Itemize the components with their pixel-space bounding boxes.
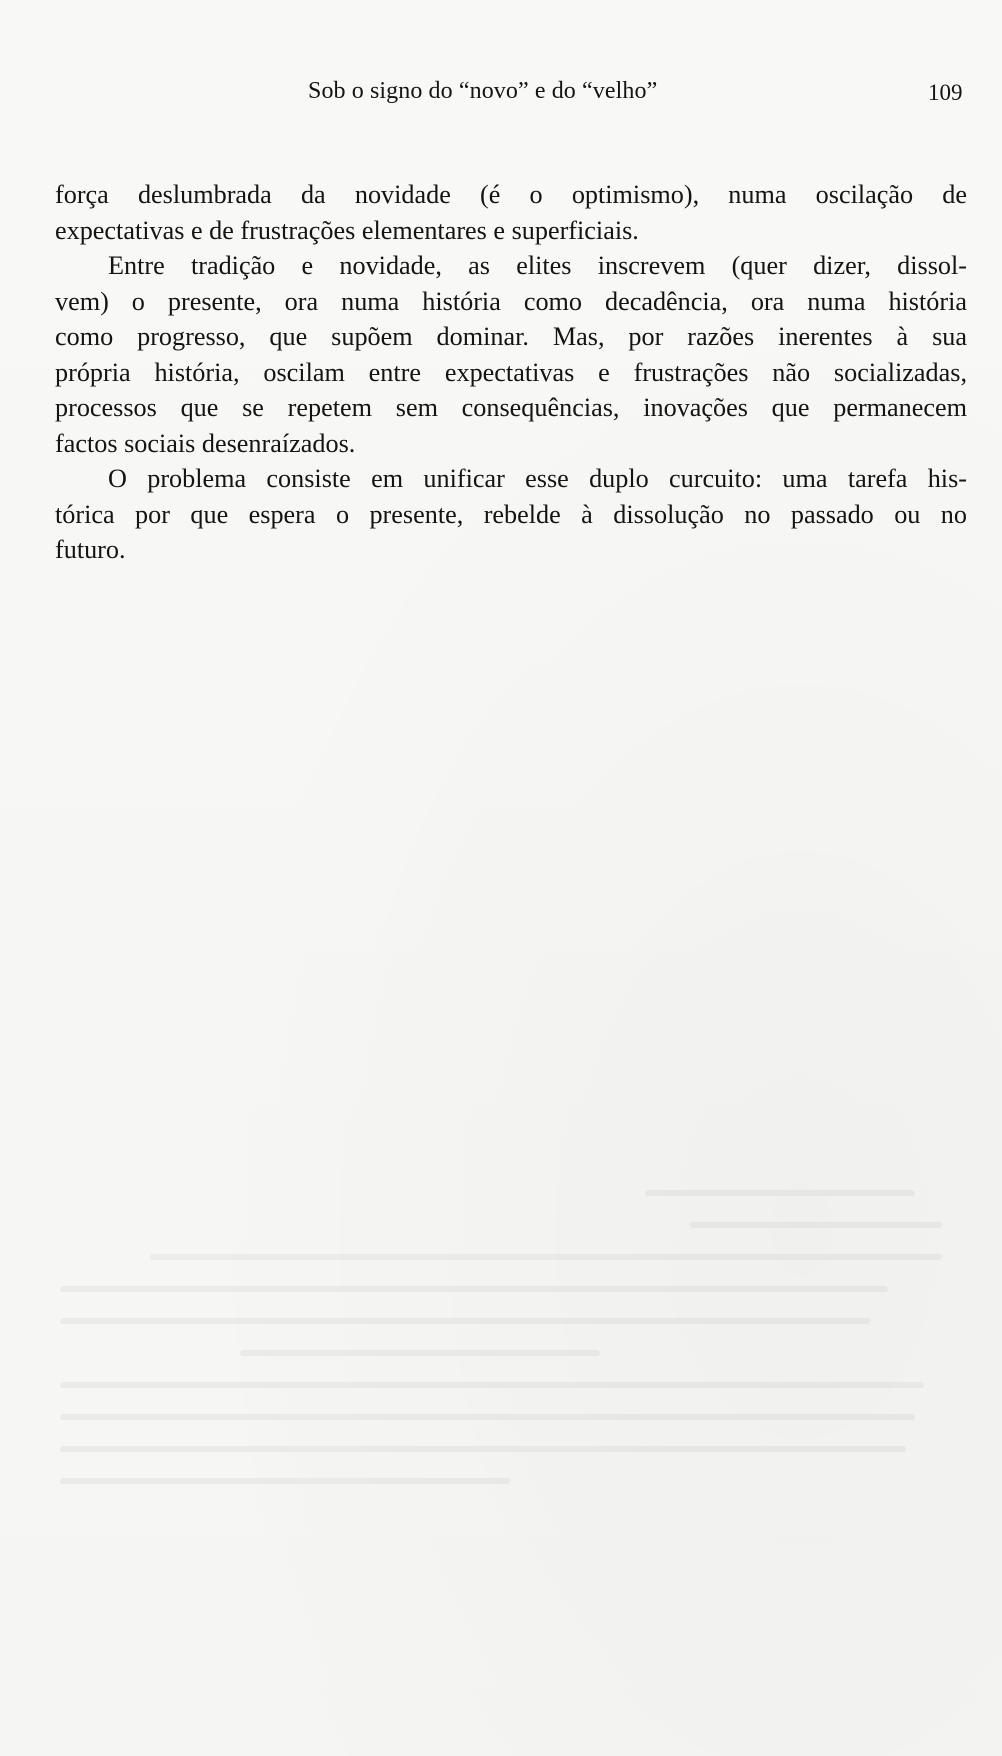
text-line: factos sociais desenraízados. xyxy=(55,428,356,458)
text-line: vem) o presente, ora numa história como decadência, ora numa história xyxy=(55,286,967,316)
text-line: O problema consiste em unificar esse duplo curcuito: uma tarefa his- xyxy=(108,464,967,493)
body-text xyxy=(55,177,967,568)
page-number: 109 xyxy=(928,80,963,105)
text-line: tórica por que espera o presente, rebelde à dissolução no passado ou no xyxy=(55,499,967,529)
text-line: processos que se repetem sem consequências, inovações que permanecem xyxy=(55,393,967,422)
text-line: expectativas e de frustrações elementares e superficiais. xyxy=(55,215,639,245)
text-line: como progresso, que supõem dominar. Mas, por razões inerentes à sua xyxy=(55,322,967,351)
text-line: força deslumbrada da novidade (é o optimismo), numa oscilação de xyxy=(55,180,967,209)
show-through-texture xyxy=(60,1190,960,1610)
text-line: própria história, oscilam entre expectativas e frustrações não socializadas, xyxy=(55,357,967,387)
text-line: futuro. xyxy=(55,535,126,564)
running-head-title: Sob o signo do “novo” e do “velho” xyxy=(308,78,658,104)
text-line: Entre tradição e novidade, as elites inscrevem (quer dizer, dissol- xyxy=(108,251,967,280)
